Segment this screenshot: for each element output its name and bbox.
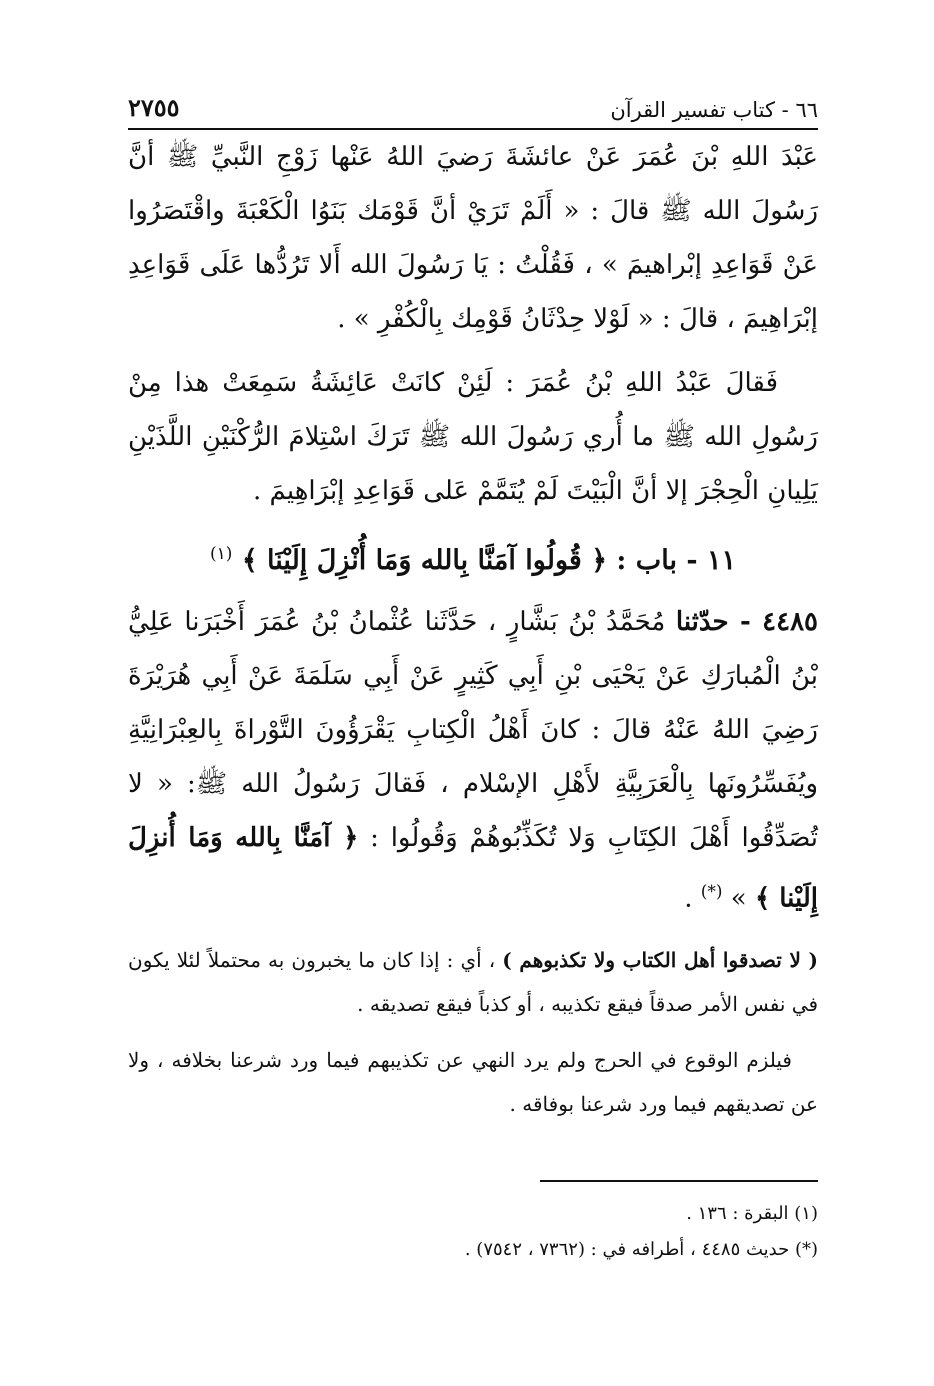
running-title: ٦٦ - كتاب تفسير القرآن [610, 98, 818, 122]
hadith-footnote-ref: (*) [700, 882, 723, 902]
main-text [128, 130, 818, 1126]
hadith-close-quote: » [722, 883, 755, 914]
footnote-divider [540, 1180, 818, 1182]
hadith-text: مُحَمَّدُ بْنُ بَشَّارٍ ، حَدَّثَنا عُثْمانُ بْنُ عُمَرَ أَخْبَرَنا عَلِيُّ بْنُ الْمُبارَكِ عَنْ يَحْيَى بْنِ أَبِي كَثِيرٍ عَنْ أَبِي سَلَمَةَ عَنْ أَبِي هُرَيْرَةَ رَضِيَ اللهُ عَنْهُ قالَ : كانَ أَهْلُ الْكِتابِ يَقْرَؤُونَ التَّوْراةَ بِالعِبْرَانِيَّةِ ويُفَسِّرُونَها بِالْعَرَبِيَّةِ لأَهْلِ الإسْلام ، فَقالَ رَسُولُ الله ﷺ: « لا تُصَدِّقُوا أَهْلَ الكِتَابِ وَلا تُكَذِّبُوهُمْ وَقُولُوا : [128, 607, 818, 853]
chapter-heading-text: ١١ - باب : ﴿ قُولُوا آمَنَّا بِالله وَمَا أُنْزِلَ إِلَيْنَا ﴾ [241, 545, 736, 576]
hadith-period: . [684, 883, 701, 914]
hadith-quran-quote: ﴿ آمَنَّا بِالله وَمَا أُنزِلَ إِلَيْنا ﴾ [128, 823, 818, 914]
hadith-paragraph [128, 595, 818, 926]
page-header [128, 82, 818, 130]
commentary-lemma: ( لا تصدقوا أهل الكتاب ولا تكذبوهم ) [502, 947, 818, 972]
commentary-text-1: ، أي : إذا كان ما يخبرون به محتملاً لئلا يكون في نفس الأمر صدقاً فيقع تكذيبه ، أو كذباً فيقع تصديقه . [128, 947, 818, 1016]
chapter-footnote-ref: (١) [210, 544, 233, 564]
commentary-paragraph-2: فيلزم الوقوع في الحرج ولم يرد النهي عن تكذيبهم فيما ورد شرعنا بخلافه ، ولا عن تصديقهم فيما ورد شرعنا بوفاقه . [128, 1047, 818, 1116]
commentary-paragraph-1 [128, 938, 818, 1026]
ibn-umar-paragraph: فَقالَ عَبْدُ اللهِ بْنُ عُمَرَ : لَئِنْ كانَتْ عَائِشَةُ سَمِعَتْ هذا مِنْ رَسُولِ الله ﷺ ما أُري رَسُولَ الله ﷺ تَرَكَ اسْتِلامَ الرُّكْنَيْنِ اللَّذَيْنِ يَلِيانِ الْحِجْرَ إلا أنَّ الْبَيْتَ لَمْ يُتَمَّمْ عَلى قَوَاعِدِ إبْرَاهِيمَ . [128, 368, 818, 506]
hadith-continuation-paragraph: عَبْدَ اللهِ بْنَ عُمَرَ عَنْ عائشَةَ رَضيَ اللهُ عَنْها زَوْجِ النَّبيِّ ﷺ أنَّ رَسُولَ الله ﷺ قالَ : « أَلَمْ تَرَيْ أنَّ قَوْمَك بَنَوُا الْكَعْبَةَ واقْتَصَرُوا عَنْ قَوَاعِدِ إبْراهيمَ » ، فَقُلْتُ : يَا رَسُولَ الله أَلا تَرُدُّها عَلَى قَوَاعِدِ إبْرَاهِيمَ ، قالَ : « لَوْلا حِدْثَانُ قَوْمِك بِالْكُفْرِ » . [128, 142, 818, 334]
page-number: ٢٧٥٥ [128, 93, 180, 122]
footnotes [128, 1196, 818, 1268]
chapter-heading [128, 526, 818, 589]
hadith-number: ٤٤٨٥ - حدّثنا [675, 607, 818, 637]
footnote-2: (*) حديث ٤٤٨٥ ، أطرافه في : (٧٣٦٢ ، ٧٥٤٢) . [464, 1239, 818, 1260]
footnote-1: (١) البقرة : ١٣٦ . [686, 1203, 818, 1224]
